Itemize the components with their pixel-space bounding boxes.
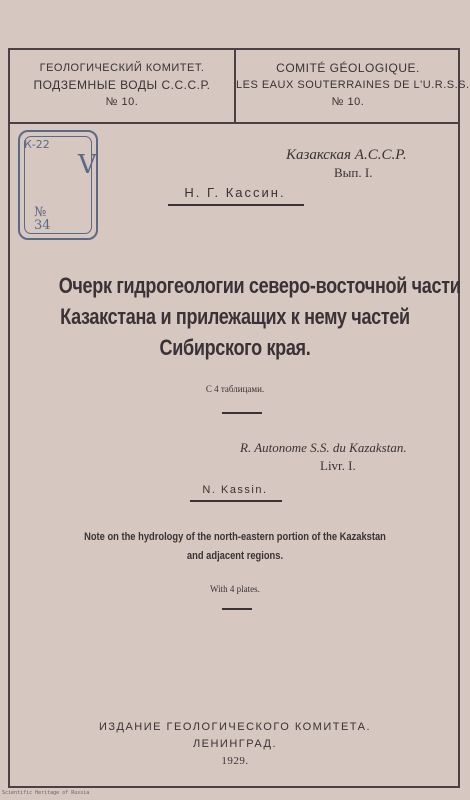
series-french: R. Autonome S.S. du Kazakstan. [240, 440, 407, 455]
stamp-check-mark: V [78, 150, 97, 180]
header-fr-series: LES EAUX SOUTERRAINES DE L'U.R.S.S. [236, 79, 470, 91]
volume-russian: Вып. I. [334, 165, 373, 180]
header-fr-committee: COMITÉ GÉOLOGIQUE. [276, 61, 420, 75]
title-ru-line-3: Сибирского края. [159, 335, 311, 360]
header-divider [8, 122, 460, 124]
plates-english: With 4 plates. [210, 584, 260, 594]
stamp-number-value: 34 [34, 218, 51, 233]
plates-russian: С 4 таблицами. [205, 384, 265, 394]
author-english-underline [190, 500, 282, 502]
imprint-publisher: ИЗДАНИЕ ГЕОЛОГИЧЕСКОГО КОМИТЕТА. [98, 721, 372, 733]
volume-french: Livr. I. [320, 458, 356, 473]
author-russian-underline [168, 204, 304, 206]
title-en-line-2: and adjacent regions. [186, 550, 284, 562]
title-ru-line-1: Очерк гидрогеологии северо-восточной части [58, 273, 461, 298]
title-en-line-1: Note on the hydrology of the north-eastern portion of the Kazakstan [84, 531, 386, 543]
imprint-year: 1929. [221, 755, 249, 767]
digitization-watermark: Scientific Heritage of Russia [2, 790, 90, 796]
title-russian [58, 270, 461, 363]
stamp-number-sign: № [34, 205, 47, 220]
section-rule [222, 608, 252, 610]
author-english: N. Kassin. [202, 484, 268, 496]
imprint [0, 719, 470, 770]
stamp-shelf-code: К-22 [24, 138, 50, 151]
header-russian [10, 60, 234, 111]
header-ru-series: ПОДЗЕМНЫЕ ВОДЫ С.С.С.Р. [33, 78, 211, 92]
header-ru-committee: ГЕОЛОГИЧЕСКИЙ КОМИТЕТ. [39, 62, 205, 74]
section-rule [222, 412, 262, 414]
header-french [236, 60, 470, 111]
title-english [52, 528, 418, 566]
header-ru-number: № 10. [105, 96, 139, 108]
imprint-city: ЛЕНИНГРАД. [192, 738, 278, 750]
stamp-number [34, 206, 51, 232]
header-fr-number: № 10. [331, 96, 365, 108]
title-ru-line-2: Казакстана и прилежащих к нему частей [60, 304, 410, 329]
series-russian: Казакская А.С.С.Р. [286, 147, 407, 163]
author-russian: Н. Г. Кассин. [184, 185, 286, 200]
